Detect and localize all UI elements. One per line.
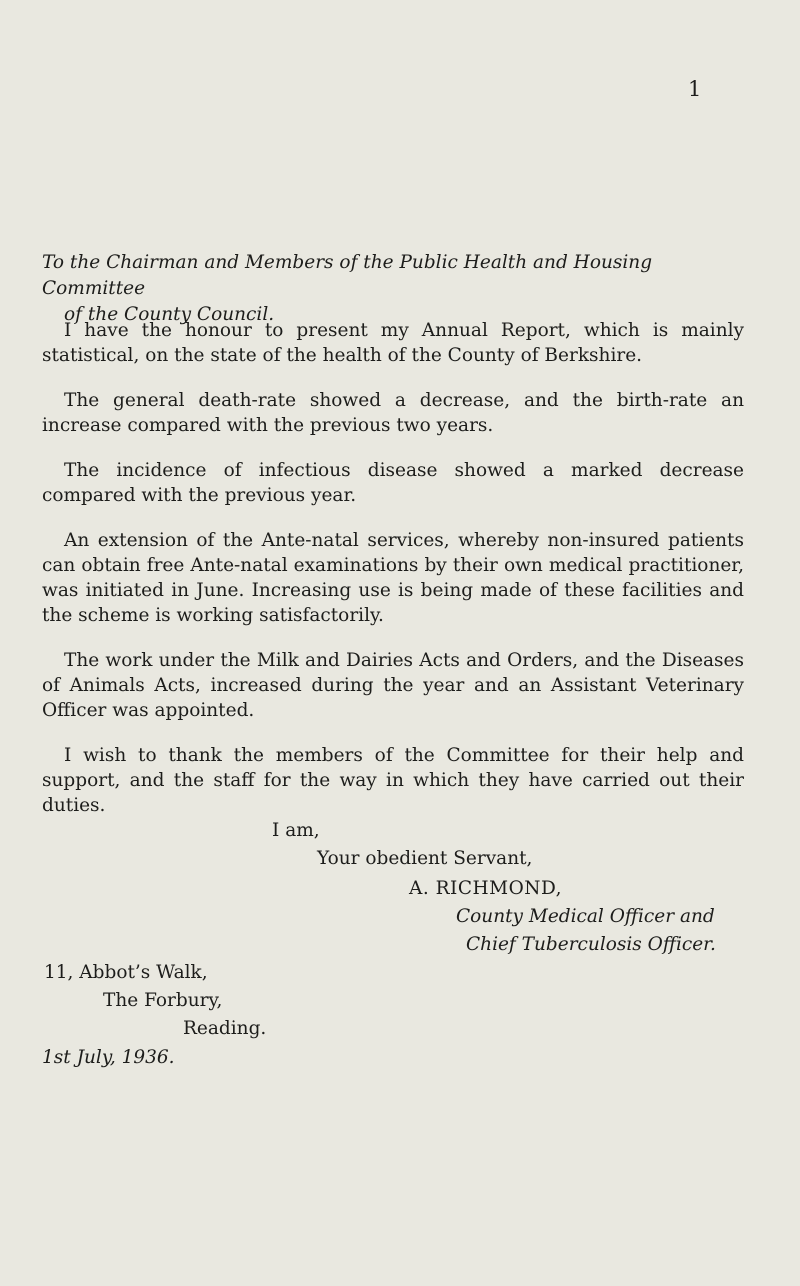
address-line-3: Reading. <box>183 1018 267 1039</box>
paragraph-milk-dairies: The work under the Milk and Dairies Acts and Orders, and the Diseases of Animals Acts, increased during the year and an Assistant Veterinary Officer was appointed. <box>42 650 744 721</box>
signatory-title-line-2: Chief Tuberculosis Officer. <box>466 934 716 955</box>
page-number: 1 <box>688 77 702 101</box>
closing-i-am: I am, <box>272 820 320 841</box>
paragraph-death-birth-rate: The general death-rate showed a decrease, and the birth-rate an increase compared with the previous two years. <box>42 390 744 436</box>
date-day: 1st <box>42 1047 71 1068</box>
letter-date <box>42 1045 175 1070</box>
paragraph-annual-report: I have the honour to present my Annual Report, which is mainly statistical, on the state of the health of the County of Berkshire. <box>42 320 744 366</box>
date-rest: July, 1936. <box>76 1047 175 1068</box>
closing-servant: Your obedient Servant, <box>317 848 533 869</box>
signatory-title-line-1: County Medical Officer and <box>456 906 715 927</box>
salutation-line-1: To the Chairman and Members of the Public Health and Housing Committee <box>42 252 653 299</box>
letter-body <box>42 318 744 838</box>
salutation <box>42 250 742 328</box>
paragraph-infectious-disease: The incidence of infectious disease showed a marked decrease compared with the previous year. <box>42 460 744 506</box>
paragraph-ante-natal: An extension of the Ante-natal services, whereby non-insured patients can obtain free Ante-natal examinations by their own medical practitioner, was initiated in June. Increasing use is being made of these facilities and the scheme is working satisfactorily. <box>42 530 744 626</box>
paragraph-thanks: I wish to thank the members of the Committee for their help and support, and the staff for the way in which they have carried out their duties. <box>42 745 744 816</box>
signatory-name: A. RICHMOND, <box>409 878 562 899</box>
address-line-1: 11, Abbot’s Walk, <box>44 962 208 983</box>
salutation-line-2: of the County Council. <box>64 304 275 325</box>
address-line-2: The Forbury, <box>103 990 223 1011</box>
